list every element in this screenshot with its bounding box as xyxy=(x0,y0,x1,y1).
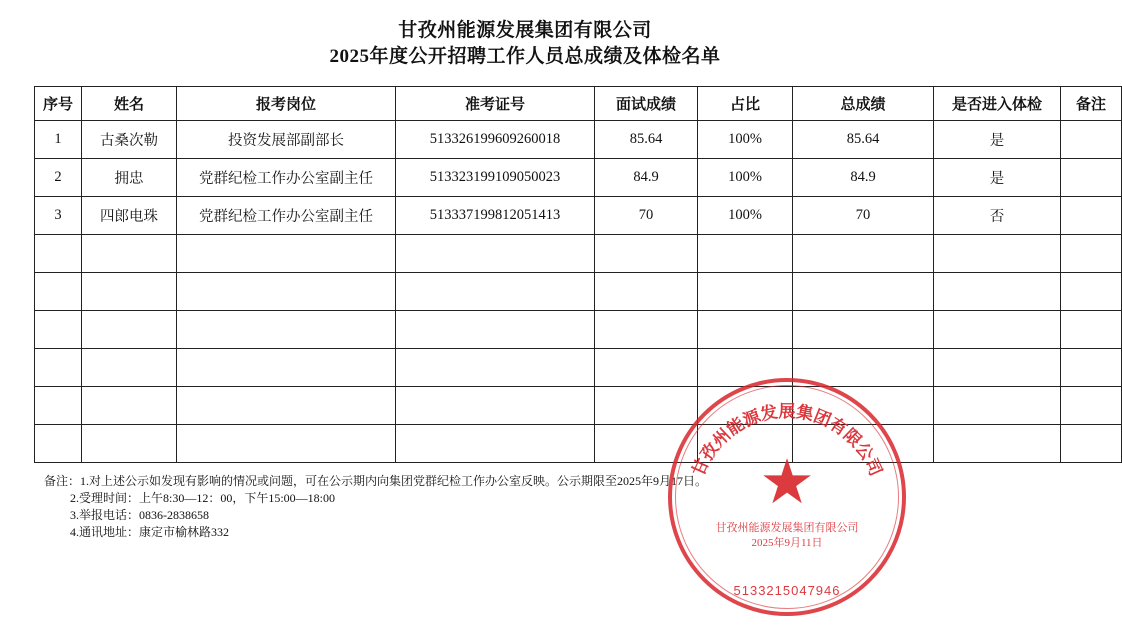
cell-empty xyxy=(698,273,793,311)
results-table-container xyxy=(34,86,1106,463)
table-row-empty xyxy=(35,311,1122,349)
cell-empty xyxy=(793,273,934,311)
cell-empty xyxy=(1061,349,1122,387)
cell-empty xyxy=(35,311,82,349)
cell-note xyxy=(1061,121,1122,159)
seal-date: 2025年9月11日 xyxy=(751,536,823,549)
table-row-empty xyxy=(35,273,1122,311)
table-row-empty xyxy=(35,235,1122,273)
table-row xyxy=(35,159,1122,197)
cell-post: 党群纪检工作办公室副主任 xyxy=(177,197,396,235)
cell-name: 古桑次勒 xyxy=(82,121,177,159)
cell-post: 党群纪检工作办公室副主任 xyxy=(177,159,396,197)
cell-total: 85.64 xyxy=(793,121,934,159)
note-line-1: 备注：1.对上述公示如发现有影响的情况或问题，可在公示期内向集团党群纪检工作办公室反映。公示期限至2025年9月17日。 xyxy=(44,474,708,488)
cell-name: 拥忠 xyxy=(82,159,177,197)
cell-empty xyxy=(698,425,793,463)
header-seq: 序号 xyxy=(35,87,82,121)
cell-empty xyxy=(396,425,595,463)
table-row-empty xyxy=(35,387,1122,425)
table-row-empty xyxy=(35,425,1122,463)
cell-empty xyxy=(934,235,1061,273)
cell-pass: 否 xyxy=(934,197,1061,235)
results-table xyxy=(34,86,1122,463)
cell-pass: 是 xyxy=(934,159,1061,197)
cell-empty xyxy=(793,425,934,463)
cell-empty xyxy=(793,235,934,273)
cell-empty xyxy=(1061,273,1122,311)
cell-empty xyxy=(934,425,1061,463)
table-row xyxy=(35,197,1122,235)
cell-empty xyxy=(177,235,396,273)
cell-empty xyxy=(396,235,595,273)
title-line-1: 甘孜州能源发展集团有限公司 xyxy=(398,20,652,41)
table-row xyxy=(35,121,1122,159)
document-title xyxy=(0,0,1050,70)
cell-empty xyxy=(177,311,396,349)
cell-seq: 1 xyxy=(35,121,82,159)
title-line-2: 2025年度公开招聘工作人员总成绩及体检名单 xyxy=(329,46,721,67)
cell-empty xyxy=(698,349,793,387)
cell-empty xyxy=(82,349,177,387)
header-card: 准考证号 xyxy=(396,87,595,121)
cell-empty xyxy=(934,387,1061,425)
cell-total: 70 xyxy=(793,197,934,235)
cell-empty xyxy=(35,387,82,425)
cell-empty xyxy=(35,349,82,387)
cell-empty xyxy=(698,387,793,425)
cell-seq: 3 xyxy=(35,197,82,235)
cell-empty xyxy=(82,387,177,425)
note-line-4: 4.通讯地址：康定市榆林路332 xyxy=(70,525,230,539)
cell-ratio: 100% xyxy=(698,197,793,235)
cell-empty xyxy=(82,311,177,349)
cell-pass: 是 xyxy=(934,121,1061,159)
cell-empty xyxy=(698,235,793,273)
table-header-row xyxy=(35,87,1122,121)
cell-empty xyxy=(595,349,698,387)
cell-empty xyxy=(396,387,595,425)
cell-post: 投资发展部副部长 xyxy=(177,121,396,159)
cell-empty xyxy=(396,273,595,311)
cell-empty xyxy=(35,235,82,273)
cell-empty xyxy=(1061,425,1122,463)
cell-empty xyxy=(177,387,396,425)
note-line-2: 2.受理时间：上午8:30—12：00，下午15:00—18:00 xyxy=(70,491,336,505)
cell-card: 513323199109050023 xyxy=(396,159,595,197)
cell-empty xyxy=(177,349,396,387)
cell-empty xyxy=(595,387,698,425)
header-total: 总成绩 xyxy=(793,87,934,121)
note-line-3: 3.举报电话：0836-2838658 xyxy=(70,508,209,522)
cell-ratio: 100% xyxy=(698,159,793,197)
seal-star-icon: ★ xyxy=(759,448,815,517)
cell-empty xyxy=(82,235,177,273)
cell-score: 70 xyxy=(595,197,698,235)
table-body xyxy=(35,121,1122,463)
cell-empty xyxy=(177,425,396,463)
cell-empty xyxy=(1061,387,1122,425)
seal-company-name: 甘孜州能源发展集团有限公司 xyxy=(715,521,859,534)
cell-empty xyxy=(934,273,1061,311)
cell-empty xyxy=(35,273,82,311)
cell-empty xyxy=(595,311,698,349)
cell-empty xyxy=(1061,311,1122,349)
cell-empty xyxy=(35,425,82,463)
header-post: 报考岗位 xyxy=(177,87,396,121)
cell-note xyxy=(1061,159,1122,197)
header-name: 姓名 xyxy=(82,87,177,121)
cell-empty xyxy=(396,311,595,349)
header-note: 备注 xyxy=(1061,87,1122,121)
cell-score: 84.9 xyxy=(595,159,698,197)
cell-card: 513337199812051413 xyxy=(396,197,595,235)
cell-empty xyxy=(595,425,698,463)
cell-empty xyxy=(698,311,793,349)
cell-name: 四郎电珠 xyxy=(82,197,177,235)
cell-empty xyxy=(177,273,396,311)
seal-code: 5133215047946 xyxy=(733,583,841,598)
cell-total: 84.9 xyxy=(793,159,934,197)
cell-score: 85.64 xyxy=(595,121,698,159)
cell-empty xyxy=(934,311,1061,349)
cell-empty xyxy=(595,235,698,273)
table-header xyxy=(35,87,1122,121)
cell-ratio: 100% xyxy=(698,121,793,159)
cell-seq: 2 xyxy=(35,159,82,197)
cell-empty xyxy=(396,349,595,387)
cell-empty xyxy=(934,349,1061,387)
cell-empty xyxy=(1061,235,1122,273)
cell-empty xyxy=(793,387,934,425)
cell-empty xyxy=(595,273,698,311)
cell-card: 513326199609260018 xyxy=(396,121,595,159)
cell-note xyxy=(1061,197,1122,235)
notes-block xyxy=(44,473,1050,541)
table-row-empty xyxy=(35,349,1122,387)
cell-empty xyxy=(82,425,177,463)
header-ratio: 占比 xyxy=(698,87,793,121)
cell-empty xyxy=(793,311,934,349)
cell-empty xyxy=(82,273,177,311)
seal-arc-text: 甘孜州能源发展集团有限公司 xyxy=(688,402,886,479)
header-pass: 是否进入体检 xyxy=(934,87,1061,121)
cell-empty xyxy=(793,349,934,387)
header-score: 面试成绩 xyxy=(595,87,698,121)
